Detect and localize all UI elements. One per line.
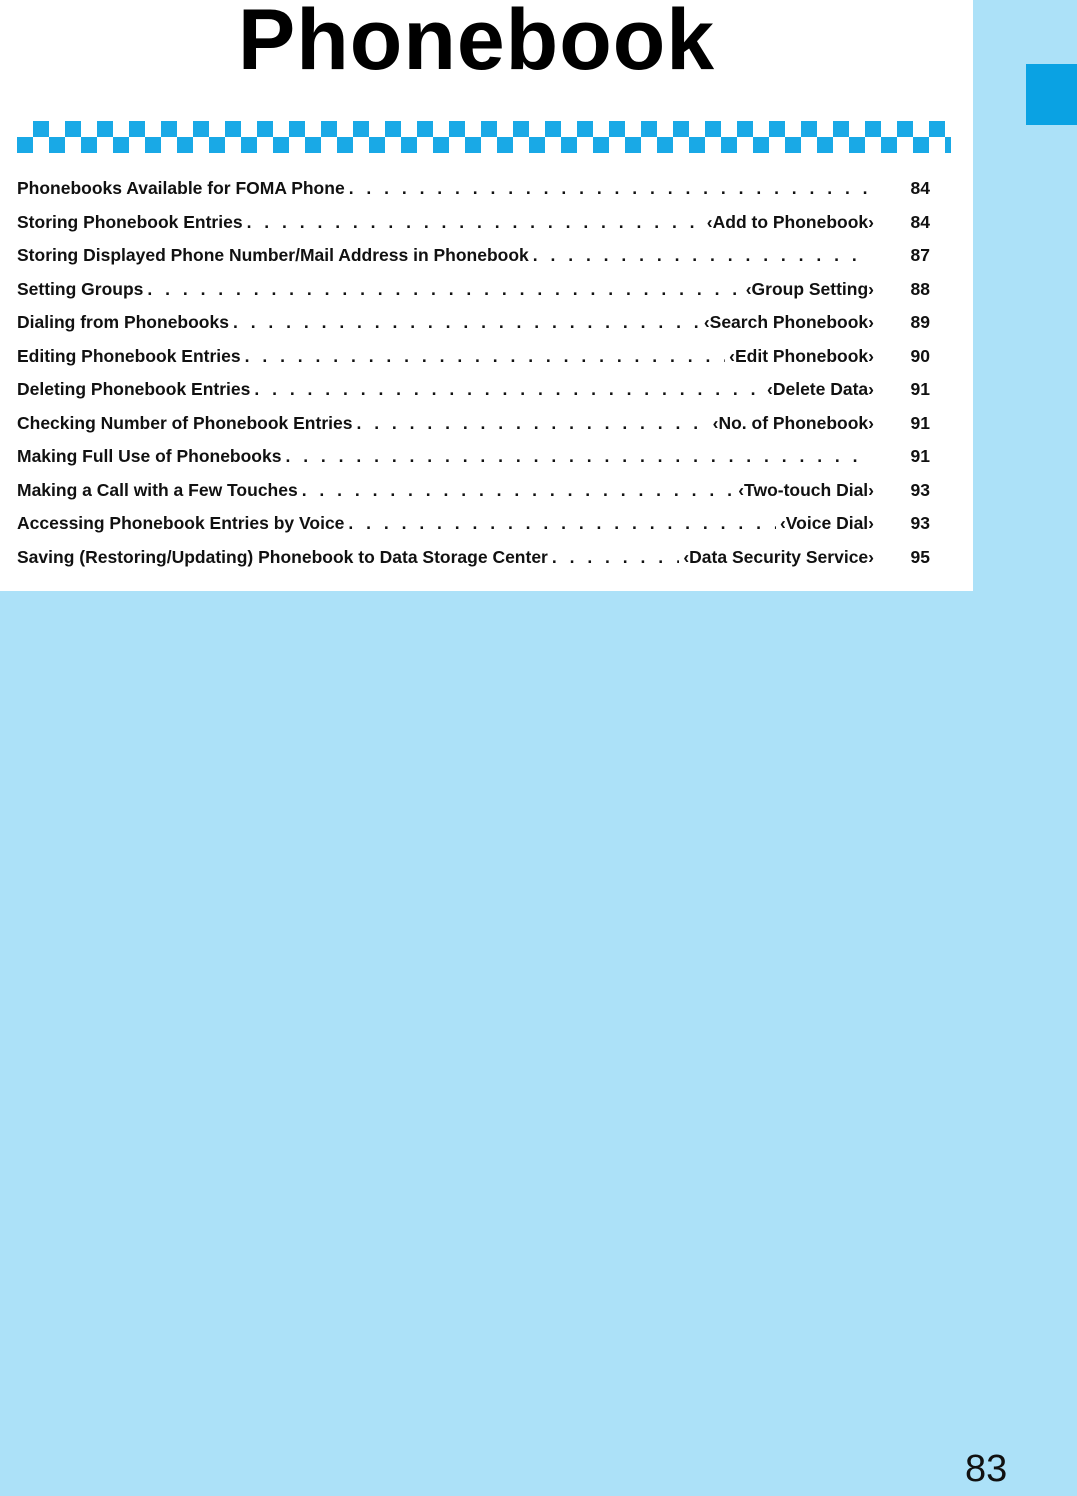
toc-entry-menu: ‹Add to Phonebook›: [706, 211, 874, 232]
toc-entry-page: 91: [910, 379, 930, 399]
toc-entry[interactable]: [17, 513, 930, 547]
toc-entry-title: Storing Phonebook Entries: [17, 211, 243, 232]
toc-entry-menu: ‹Voice Dial›: [779, 513, 874, 533]
toc-entry[interactable]: [17, 279, 930, 313]
toc-entry-title: Storing Displayed Phone Number/Mail Address in Phonebook: [17, 245, 529, 265]
toc-entry[interactable]: [17, 178, 930, 212]
toc-entry-page: 93: [910, 513, 930, 533]
toc-leader-dots: [552, 547, 679, 568]
toc-entry-page: 90: [910, 345, 930, 366]
toc-entry-menu: ‹Data Security Service›: [683, 546, 874, 567]
toc-entry-page: 95: [910, 546, 930, 567]
toc-entry-menu: ‹Group Setting›: [745, 278, 874, 299]
toc-entry[interactable]: [17, 446, 930, 480]
toc-entry-page: 91: [910, 446, 930, 466]
toc-entry-menu: ‹Search Phonebook›: [703, 312, 874, 332]
toc-leader-dots: [285, 446, 870, 467]
toc-leader-dots: [348, 513, 776, 534]
toc-entry-page: 89: [910, 312, 930, 332]
toc-leader-dots: [254, 379, 763, 400]
toc-entry-page: 93: [910, 479, 930, 500]
toc-leader-dots: [245, 346, 726, 367]
toc-entry-page: 91: [910, 412, 930, 433]
toc-entry-title: Making a Call with a Few Touches: [17, 479, 298, 500]
page-title: Phonebook: [237, 0, 716, 88]
chapter-tab-marker: [1026, 64, 1077, 125]
toc-entry-page: 87: [910, 245, 930, 265]
toc-entry[interactable]: [17, 346, 930, 380]
toc-entry[interactable]: [17, 480, 930, 514]
toc-entry[interactable]: [17, 312, 930, 346]
toc-entry[interactable]: [17, 547, 930, 581]
table-of-contents: [17, 178, 930, 580]
toc-entry-title: Dialing from Phonebooks: [17, 312, 229, 332]
checker-divider: [17, 121, 951, 153]
toc-entry-title: Editing Phonebook Entries: [17, 345, 241, 366]
toc-entry-menu: ‹Two-touch Dial›: [738, 479, 874, 500]
toc-entry-title: Accessing Phonebook Entries by Voice: [17, 513, 345, 533]
toc-entry[interactable]: [17, 379, 930, 413]
toc-leader-dots: [247, 212, 703, 233]
toc-entry-menu: ‹No. of Phonebook›: [712, 412, 874, 433]
toc-leader-dots: [147, 279, 741, 300]
toc-entry-page: 84: [910, 178, 930, 198]
toc-entry[interactable]: [17, 413, 930, 447]
toc-entry-title: Deleting Phonebook Entries: [17, 379, 251, 399]
toc-entry-title: Saving (Restoring/Updating) Phonebook to Data Storage Center: [17, 546, 548, 567]
toc-entry-title: Making Full Use of Phonebooks: [17, 446, 282, 466]
toc-leader-dots: [349, 178, 870, 199]
toc-entry-menu: ‹Edit Phonebook›: [729, 345, 874, 366]
toc-entry-title: Checking Number of Phonebook Entries: [17, 412, 353, 433]
toc-entry-title: Setting Groups: [17, 278, 144, 299]
toc-leader-dots: [356, 413, 708, 434]
toc-leader-dots: [302, 480, 735, 501]
page-number: 83: [965, 1448, 1008, 1490]
toc-entry-title: Phonebooks Available for FOMA Phone: [17, 178, 345, 198]
toc-entry[interactable]: [17, 212, 930, 246]
toc-entry-menu: ‹Delete Data›: [767, 379, 874, 399]
toc-entry[interactable]: [17, 245, 930, 279]
toc-entry-page: 88: [910, 278, 930, 299]
toc-leader-dots: [233, 312, 700, 333]
content-panel: [0, 0, 973, 591]
toc-entry-page: 84: [910, 211, 930, 232]
toc-leader-dots: [533, 245, 870, 266]
